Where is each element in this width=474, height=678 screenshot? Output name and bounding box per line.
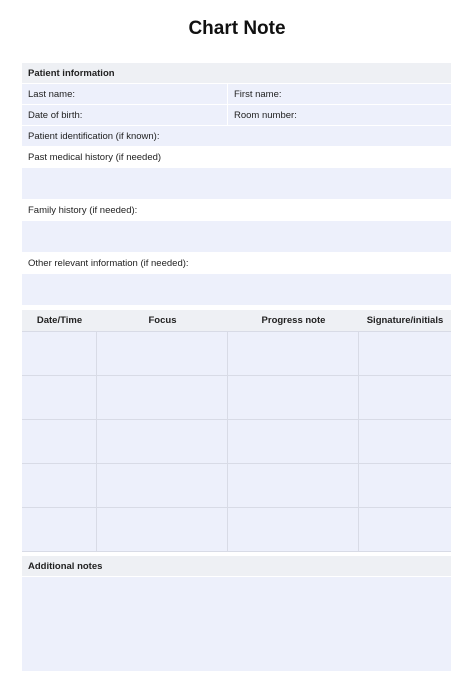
progress-note-cell[interactable] <box>228 332 359 375</box>
table-row <box>22 463 451 507</box>
past-history-field[interactable] <box>22 168 451 200</box>
family-history-label: Family history (if needed): <box>28 204 138 216</box>
column-header-progress-note: Progress note <box>261 315 326 326</box>
patient-info-header <box>22 63 451 84</box>
other-info-label: Other relevant information (if needed): <box>28 257 189 269</box>
chart-note-form <box>22 63 451 671</box>
date-of-birth-label: Date of birth: <box>28 109 83 121</box>
past-history-label-row <box>22 147 451 168</box>
signature-cell[interactable] <box>359 508 451 551</box>
focus-cell[interactable] <box>97 332 228 375</box>
name-row <box>22 84 451 105</box>
additional-notes-label: Additional notes <box>28 560 103 572</box>
date-of-birth-field[interactable] <box>22 105 228 125</box>
focus-cell[interactable] <box>97 508 228 551</box>
last-name-field[interactable] <box>22 84 228 104</box>
signature-cell[interactable] <box>359 376 451 419</box>
table-row <box>22 375 451 419</box>
column-header-datetime: Date/Time <box>36 315 83 326</box>
column-header-signature: Signature/initials <box>366 315 444 326</box>
family-history-field[interactable] <box>22 221 451 253</box>
table-row <box>22 419 451 463</box>
column-header-focus: Focus <box>148 315 177 326</box>
dob-room-row <box>22 105 451 126</box>
room-number-field[interactable] <box>228 105 451 125</box>
signature-cell[interactable] <box>359 464 451 507</box>
other-info-label-row <box>22 253 451 274</box>
other-info-field[interactable] <box>22 274 451 306</box>
datetime-cell[interactable] <box>22 508 97 551</box>
datetime-cell[interactable] <box>22 420 97 463</box>
additional-notes-field[interactable] <box>22 577 451 671</box>
focus-cell[interactable] <box>97 420 228 463</box>
page-title: Chart Note <box>188 18 286 39</box>
datetime-cell[interactable] <box>22 376 97 419</box>
additional-notes-header <box>22 556 451 577</box>
first-name-field[interactable] <box>228 84 451 104</box>
datetime-cell[interactable] <box>22 464 97 507</box>
focus-cell[interactable] <box>97 376 228 419</box>
last-name-label: Last name: <box>28 88 75 100</box>
patient-id-label: Patient identification (if known): <box>28 130 160 142</box>
progress-note-cell[interactable] <box>228 508 359 551</box>
signature-cell[interactable] <box>359 420 451 463</box>
first-name-label: First name: <box>234 88 282 100</box>
datetime-cell[interactable] <box>22 332 97 375</box>
patient-id-field[interactable] <box>22 126 451 147</box>
table-row <box>22 507 451 551</box>
patient-info-header-label: Patient information <box>28 67 115 79</box>
progress-note-cell[interactable] <box>228 420 359 463</box>
progress-note-cell[interactable] <box>228 464 359 507</box>
room-number-label: Room number: <box>234 109 297 121</box>
signature-cell[interactable] <box>359 332 451 375</box>
table-row <box>22 331 451 375</box>
focus-cell[interactable] <box>97 464 228 507</box>
progress-table-body <box>22 331 451 552</box>
progress-note-cell[interactable] <box>228 376 359 419</box>
family-history-label-row <box>22 200 451 221</box>
progress-table-header <box>22 310 451 331</box>
past-history-label: Past medical history (if needed) <box>28 151 162 163</box>
